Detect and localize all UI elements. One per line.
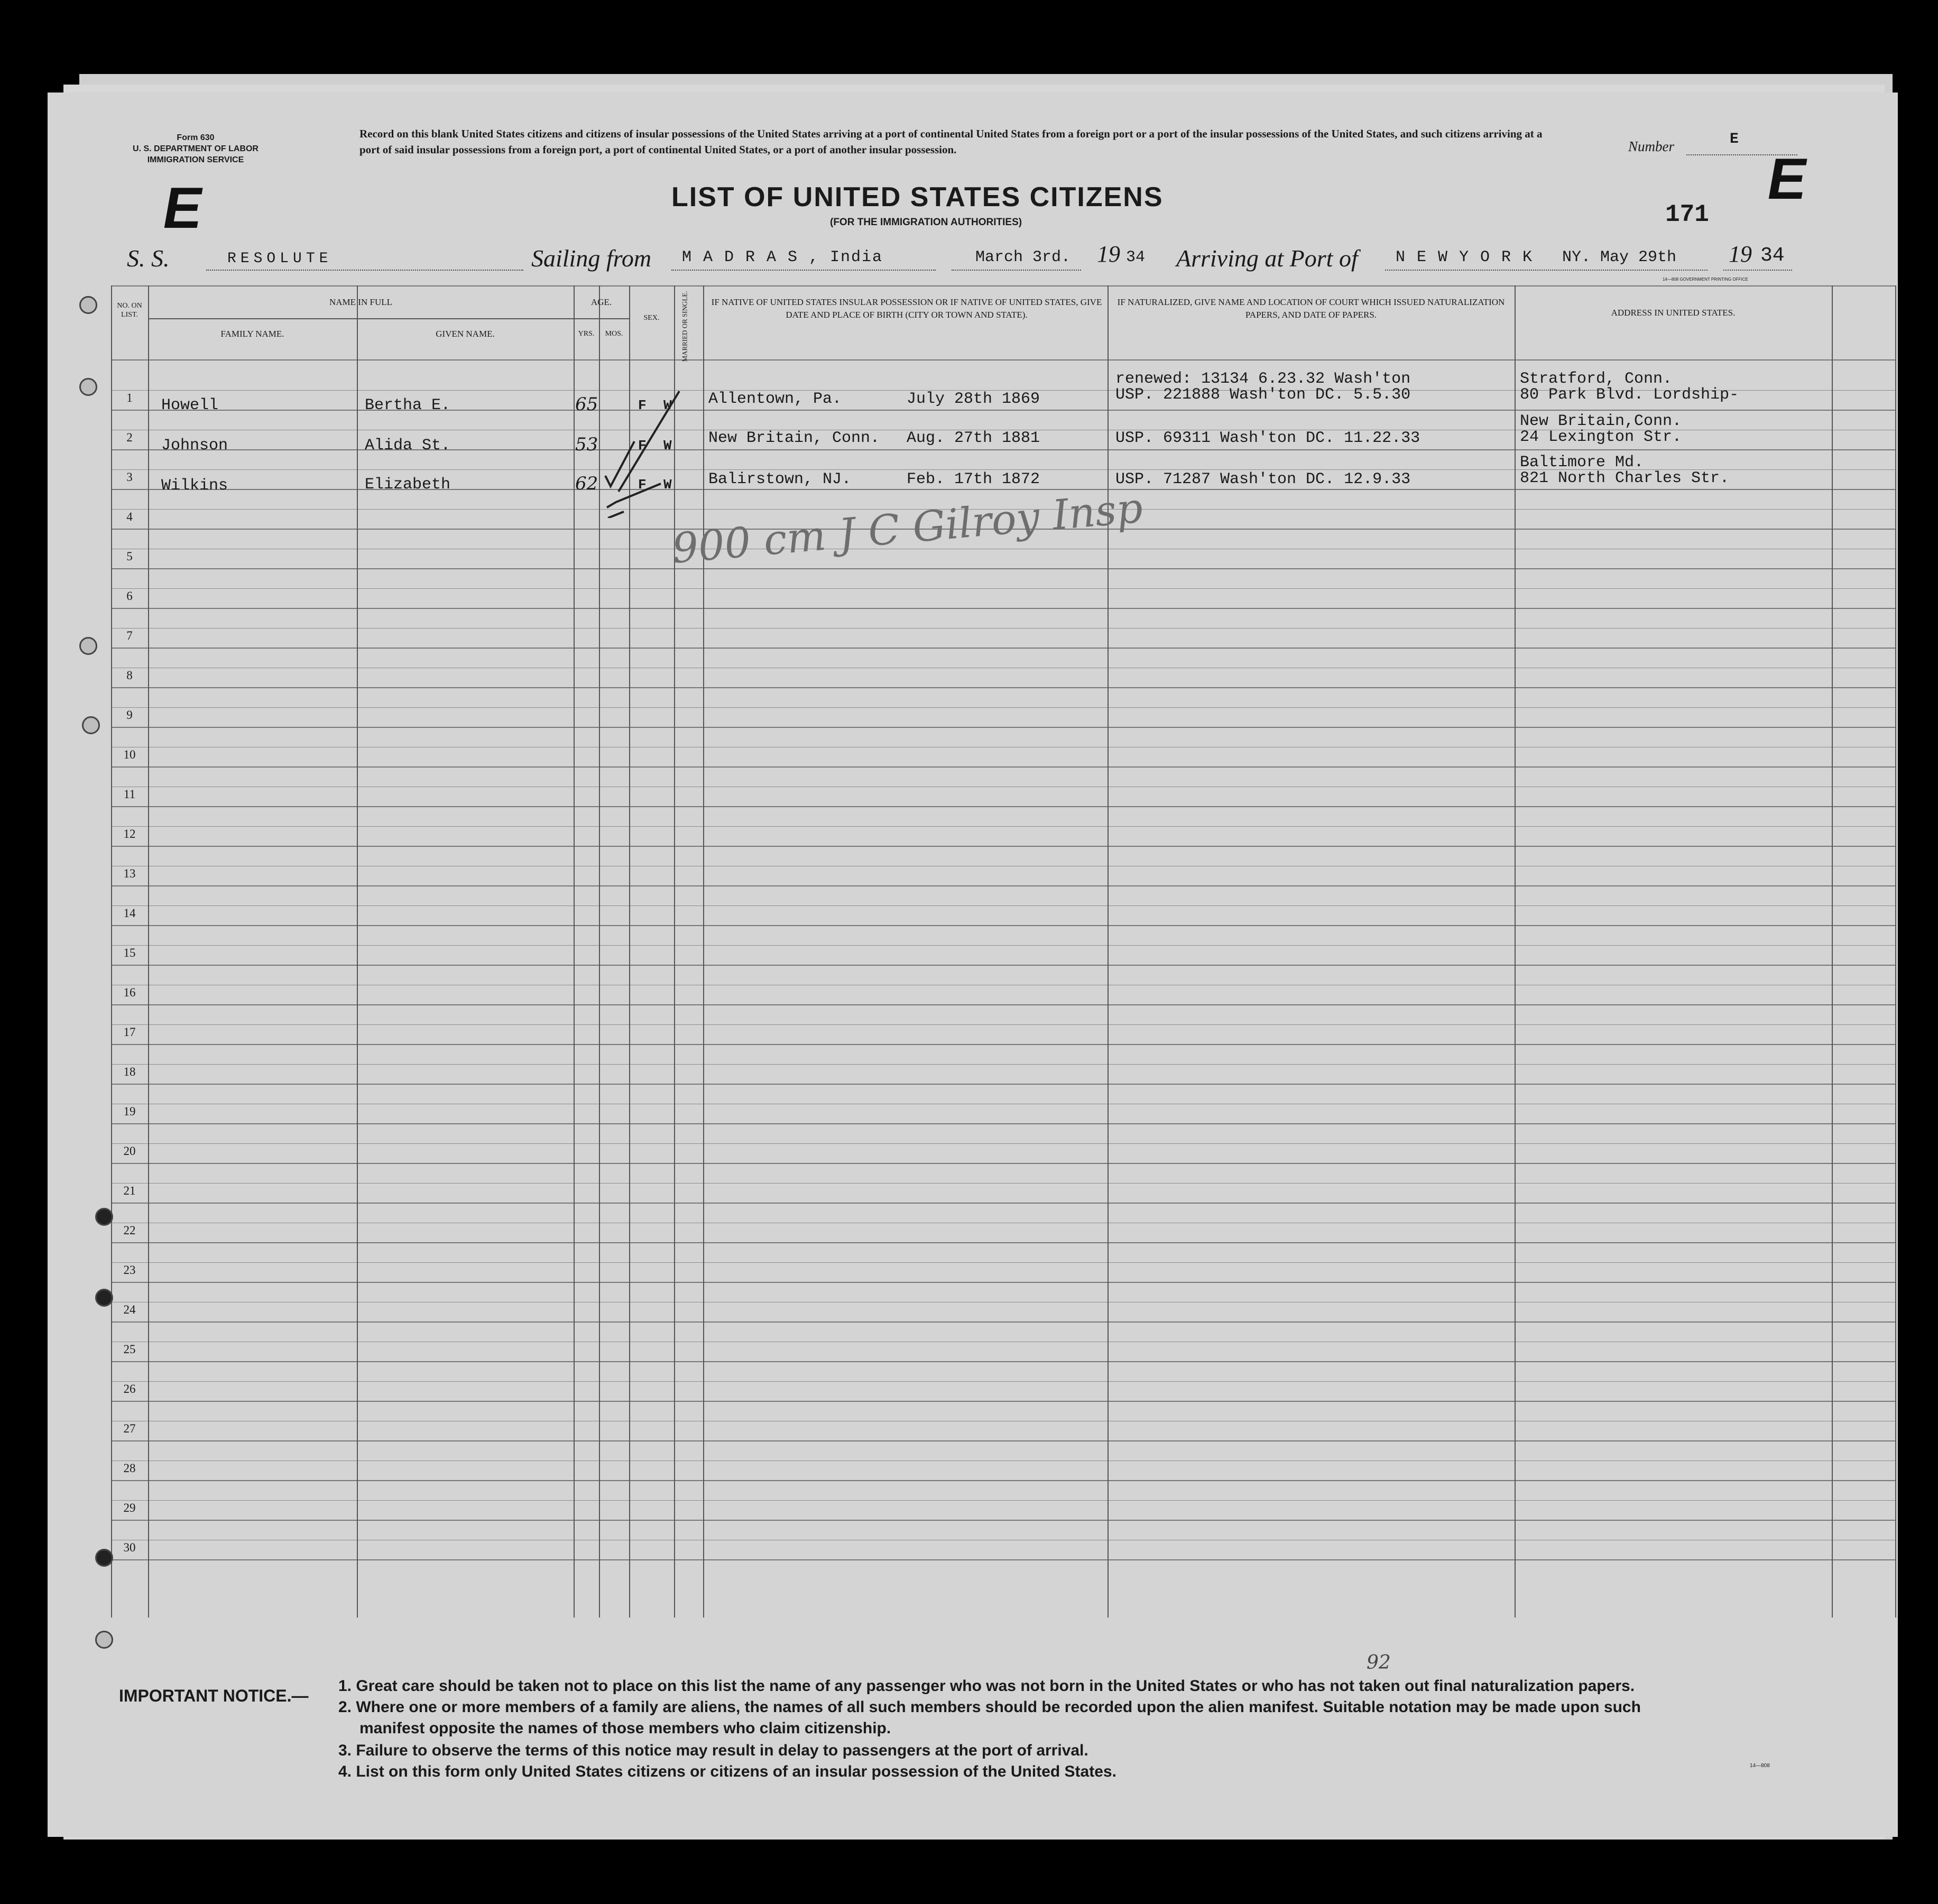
punch-hole (79, 378, 97, 396)
handwritten-letter-left: E (158, 175, 209, 241)
punch-hole (95, 1631, 113, 1649)
entry-family-name: Johnson (161, 437, 228, 455)
row-rule (111, 1321, 1895, 1323)
entry-age: 65 (575, 394, 598, 415)
entry-naturalization-line2: USP. 221888 Wash'ton DC. 5.5.30 (1115, 386, 1411, 404)
row-rule (111, 648, 1895, 649)
notice-item-4: 4. List on this form only United States citizens or citizens of an insular possession of the United States. (338, 1763, 1116, 1780)
row-number: 2 (126, 431, 133, 444)
punch-hole (82, 716, 100, 734)
row-rule (111, 965, 1895, 966)
header-no-on-list: NO. ON LIST. (117, 302, 142, 319)
row-number: 4 (126, 510, 133, 523)
printer-mark-text: 14—808 (1663, 277, 1679, 282)
header-bottom-rule (111, 359, 1895, 361)
row-number: 7 (126, 629, 133, 642)
row-rule (111, 568, 1895, 569)
header-family-name: FAMILY NAME. (220, 329, 284, 339)
sailing-from: M A D R A S , India (682, 248, 883, 266)
column-divider (1895, 285, 1896, 1618)
ship-name-underline (206, 270, 523, 271)
page-title: LIST OF UNITED STATES CITIZENS (671, 182, 1164, 212)
row-sub-rule (111, 1500, 1895, 1501)
punch-hole (95, 1289, 113, 1307)
entry-given-name: Bertha E. (365, 396, 451, 414)
entry-given-name: Elizabeth (365, 476, 451, 494)
notice-item-2-continued: manifest opposite the names of those members who claim citizenship. (359, 1720, 891, 1737)
row-rule (111, 1282, 1895, 1283)
notice-item-3: 3. Failure to observe the terms of this notice may result in delay to passengers at the port of arrival. (338, 1742, 1088, 1759)
row-number: 17 (123, 1025, 136, 1039)
table-top-rule (111, 285, 1895, 286)
form-number: Form 630 (177, 133, 215, 142)
row-rule (111, 727, 1895, 728)
row-number: 23 (123, 1263, 136, 1277)
row-number: 16 (123, 986, 136, 999)
row-rule (111, 1084, 1895, 1085)
inspector-pencil-note: 900 cm J C Gilroy Insp (670, 484, 1145, 573)
entry-address-line1: Stratford, Conn. (1520, 370, 1673, 388)
column-divider (574, 285, 575, 1618)
row-rule (111, 885, 1895, 886)
row-rule (111, 608, 1895, 609)
sailing-underline (671, 270, 936, 271)
printer-office-text: GOVERNMENT PRINTING OFFICE (1679, 277, 1748, 282)
page-number: 92 (1367, 1652, 1391, 1674)
row-number: 14 (123, 907, 136, 920)
row-sub-rule (111, 1262, 1895, 1263)
row-rule (111, 1004, 1895, 1005)
punch-hole (95, 1549, 113, 1567)
sailing-label: Sailing from (531, 245, 652, 272)
entry-family-name: Howell (161, 396, 219, 414)
entry-birth-date: Feb. 17th 1872 (907, 470, 1040, 488)
row-number: 18 (123, 1065, 136, 1078)
row-sub-rule (111, 1143, 1895, 1144)
row-number: 11 (123, 788, 136, 801)
row-rule (111, 1163, 1895, 1164)
header-age: AGE. (590, 297, 612, 307)
port-underline (1385, 270, 1708, 271)
entry-birth-date: July 28th 1869 (907, 390, 1040, 408)
number-value: E (1730, 131, 1739, 147)
row-rule (111, 1242, 1895, 1243)
row-rule (111, 1559, 1895, 1560)
header-address: ADDRESS IN UNITED STATES. (1611, 308, 1736, 318)
column-divider (1515, 285, 1516, 1618)
entry-address-line2: 80 Park Blvd. Lordship- (1520, 386, 1739, 404)
footer-printer-mark: 14—808 (1750, 1763, 1770, 1769)
arr-year-prefix: 19 (1729, 241, 1752, 267)
header-months: MOS. (605, 330, 623, 338)
year-prefix: 19 (1097, 241, 1120, 267)
form-identification (95, 132, 296, 165)
entry-naturalization-line2: USP. 71287 Wash'ton DC. 12.9.33 (1115, 470, 1411, 488)
sailing-date: March 3rd. (975, 248, 1071, 266)
row-rule (111, 1044, 1895, 1045)
entry-age: 53 (575, 434, 598, 455)
entry-address-line1: New Britain,Conn. (1520, 412, 1682, 430)
entry-marital: W (663, 477, 672, 493)
row-number: 3 (126, 470, 133, 484)
column-divider (1832, 285, 1833, 1618)
row-number: 25 (123, 1343, 136, 1356)
row-rule (111, 1123, 1895, 1124)
header-naturalization: IF NATURALIZED, GIVE NAME AND LOCATION OF COURT WHICH ISSUED NATURALIZATION PAPERS, AND DATE OF PAPERS. (1117, 297, 1505, 320)
entry-age: 62 (575, 473, 598, 494)
row-number: 1 (126, 391, 133, 404)
date-underline (952, 270, 1081, 271)
header-name-in-full: NAME IN FULL (329, 297, 392, 307)
row-sub-rule (111, 1064, 1895, 1065)
row-number: 27 (123, 1422, 136, 1435)
header-sex: SEX. (643, 314, 660, 322)
row-rule (111, 766, 1895, 768)
entry-birth-place: Balirstown, NJ. (708, 470, 852, 488)
row-rule (111, 1401, 1895, 1402)
row-number: 13 (123, 867, 136, 880)
row-number: 30 (123, 1541, 136, 1554)
row-rule (111, 846, 1895, 847)
row-number: 8 (126, 669, 133, 682)
manifest-table (48, 285, 1898, 1618)
entry-sex: F (638, 398, 647, 413)
page-subtitle: (FOR THE IMMIGRATION AUTHORITIES) (830, 217, 1022, 228)
row-rule (111, 1440, 1895, 1441)
arriving-port: N E W Y O R K (1396, 248, 1534, 266)
entry-marital: W (663, 438, 672, 454)
row-number: 26 (123, 1382, 136, 1395)
row-number: 29 (123, 1501, 136, 1514)
header-married-single: MARRIED OR SINGLE. (680, 291, 689, 362)
year-underline (1723, 270, 1792, 271)
notice-title: IMPORTANT NOTICE.— (119, 1686, 309, 1705)
entry-birth-place: Allentown, Pa. (708, 390, 842, 408)
column-divider (148, 285, 149, 1618)
year-suffix: 34 (1126, 248, 1146, 266)
handwritten-letter-right: E (1762, 146, 1813, 211)
row-number: 5 (126, 550, 133, 563)
printer-mark (1663, 277, 1748, 282)
column-divider (357, 285, 358, 1618)
stamp-number: 171 (1665, 201, 1709, 228)
ship-name: RESOLUTE (227, 251, 333, 267)
arr-year-suffix: 34 (1760, 244, 1785, 267)
row-rule (111, 925, 1895, 926)
entry-birth-place: New Britain, Conn. (708, 429, 880, 447)
header-given-name: GIVEN NAME. (436, 329, 495, 339)
entry-naturalization-line2: USP. 69311 Wash'ton DC. 11.22.33 (1115, 429, 1420, 447)
row-number: 15 (123, 946, 136, 959)
row-number: 28 (123, 1462, 136, 1475)
entry-birth-date: Aug. 27th 1881 (907, 429, 1040, 447)
row-sub-rule (111, 707, 1895, 708)
row-sub-rule (111, 588, 1895, 589)
entry-sex: F (638, 438, 647, 454)
department-name: U. S. DEPARTMENT OF LABOR (133, 144, 259, 153)
number-label: Number (1628, 138, 1674, 154)
row-rule (111, 1361, 1895, 1362)
row-number: 12 (123, 827, 136, 840)
column-divider (599, 285, 600, 1618)
entry-address-line2: 821 North Charles Str. (1520, 469, 1730, 487)
entry-marital: W (663, 398, 672, 413)
row-number: 24 (123, 1303, 136, 1316)
row-sub-rule (111, 826, 1895, 827)
ss-label: S. S. (127, 245, 170, 272)
header-birth-place: IF NATIVE OF UNITED STATES INSULAR POSSESSION OR IF NATIVE OF UNITED STATES, GIVE DATE AND PLACE OF BIRTH (CITY OR TOWN AND STATE). (711, 297, 1102, 320)
entry-naturalization-line1: renewed: 13134 6.23.32 Wash'ton (1115, 370, 1411, 388)
row-rule (111, 1203, 1895, 1204)
row-rule (111, 687, 1895, 688)
row-number: 19 (123, 1105, 136, 1118)
column-divider (111, 285, 112, 1618)
row-number: 20 (123, 1144, 136, 1158)
arriving-date: NY. May 29th (1562, 248, 1677, 266)
column-divider (1108, 285, 1109, 1618)
row-sub-rule (111, 905, 1895, 906)
form-instructions: Record on this blank United States citizens and citizens of insular possessions of the United States arriving at a port of continental United States from a foreign port or a port of the insular possessions of the United States, and such citizens arriving at a port of said insular possessions from a foreign port, a port of continental United States, or a port of another insular possession. (359, 127, 1543, 156)
entry-sex: F (638, 477, 647, 493)
punch-hole (95, 1208, 113, 1226)
notice-item-1: 1. Great care should be taken not to place on this list the name of any passenger who was not born in the United States or who has not taken out final naturalization papers. (338, 1677, 1635, 1695)
notice-item-2: 2. Where one or more members of a family are aliens, the names of all such members should be recorded upon the alien manifest. Suitable notation may be made upon such (338, 1698, 1641, 1716)
row-rule (111, 806, 1895, 807)
entry-family-name: Wilkins (161, 477, 228, 495)
row-sub-rule (111, 1381, 1895, 1382)
row-sub-rule (111, 1183, 1895, 1184)
entry-address-line1: Baltimore Md. (1520, 454, 1644, 472)
row-sub-rule (111, 945, 1895, 946)
arriving-label: Arriving at Port of (1176, 245, 1358, 272)
punch-hole (79, 296, 97, 314)
row-rule (111, 1520, 1895, 1521)
entry-given-name: Alida St. (365, 437, 451, 455)
row-number: 9 (126, 708, 133, 722)
entry-address-line2: 24 Lexington Str. (1520, 428, 1682, 446)
row-number: 21 (123, 1184, 136, 1197)
row-number: 10 (123, 748, 136, 761)
name-header-divider (148, 318, 576, 319)
punch-hole (79, 637, 97, 655)
row-number: 22 (123, 1224, 136, 1237)
row-number: 6 (126, 589, 133, 603)
age-header-divider (574, 318, 629, 319)
row-sub-rule (111, 1024, 1895, 1025)
service-name: IMMIGRATION SERVICE (147, 155, 244, 164)
checkmark-strokes (603, 338, 708, 518)
header-years: YRS. (578, 330, 595, 338)
row-rule (111, 1480, 1895, 1481)
